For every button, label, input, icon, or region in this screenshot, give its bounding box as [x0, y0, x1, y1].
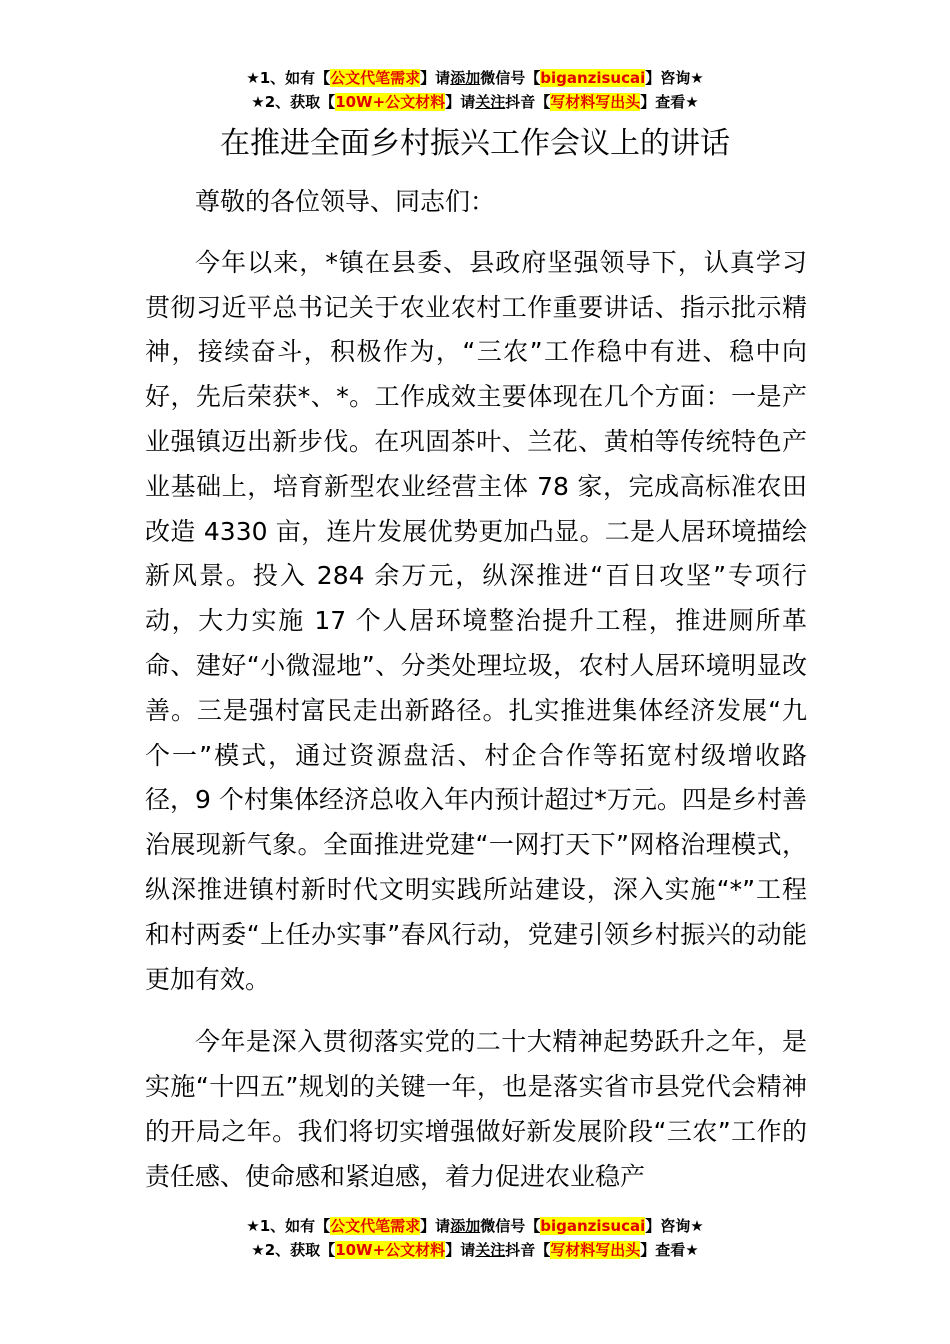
promo-underline: 关注: [475, 1241, 506, 1259]
promo-text: 】请: [420, 1217, 451, 1235]
promo-highlight: 公文代笔需求: [330, 69, 421, 87]
promo-text: 】查看★: [640, 1241, 699, 1259]
promo-text: 抖音【: [505, 1241, 551, 1259]
promo-line-1: [0, 1214, 950, 1238]
promo-line-1: [0, 66, 950, 90]
promo-highlight: 10W+公文材料: [335, 93, 446, 111]
promo-highlight: 10W+公文材料: [335, 1241, 446, 1259]
promo-text: ★2、获取【: [251, 93, 336, 111]
promo-banner-bottom: [0, 1214, 950, 1262]
promo-highlight: 写材料写出头: [550, 1241, 641, 1259]
salutation: 尊敬的各位领导、同志们：: [195, 187, 496, 216]
promo-banner-top: [0, 66, 950, 114]
promo-underline: 关注: [475, 93, 506, 111]
promo-text: 】请: [445, 93, 476, 111]
promo-underline: 添加: [450, 69, 481, 87]
document-title: 在推进全面乡村振兴工作会议上的讲话: [220, 126, 730, 161]
promo-line-2: [0, 1238, 950, 1262]
promo-text: 】请: [420, 69, 451, 87]
promo-highlight: 公文代笔需求: [330, 1217, 421, 1235]
promo-text: ★2、获取【: [251, 1241, 336, 1259]
paragraph: 今年以来，*镇在县委、县政府坚强领导下，认真学习贯彻习近平总书记关于农业农村工作重要讲话、指示批示精神，接续奋斗，积极作为，“三农”工作稳中有进、稳中向好，先后荣获*、*。工作成效主要体现在几个方面：一是产业强镇迈出新步伐。在巩固茶叶、兰花、黄柏等传统特色产业基础上，培育新型农业经营主体 78 家，完成高标准农田改造 4330 亩，连片发展优势更加凸显。二是人居环境描绘新风景。投入 284 余万元，纵深推进“百日攻坚”专项行动，大力实施 17 个人居环境整治提升工程，推进厕所革命、建好“小微湿地”、分类处理垃圾，农村人居环境明显改善。三是强村富民走出新路径。扎实推进集体经济发展“九个一”模式，通过资源盘活、村企合作等拓宽村级增收路径，9 个村集体经济总收入年内预计超过*万元。四是乡村善治展现新气象。全面推进党建“一网打天下”网格治理模式，纵深推进镇村新时代文明实践所站建设，深入实施“*”工程和村两委“上任办实事”春风行动，党建引领乡村振兴的动能更加有效。: [145, 247, 807, 994]
promo-text: 】咨询★: [645, 69, 704, 87]
promo-highlight: 写材料写出头: [550, 93, 641, 111]
paragraph: 今年是深入贯彻落实党的二十大精神起势跃升之年，是实施“十四五”规划的关键一年，也是落实省市县党代会精神的开局之年。我们将切实增强做好新发展阶段“三农”工作的责任感、使命感和紧迫感，着力促进农业稳产: [145, 1027, 807, 1191]
promo-text: ★1、如有【: [246, 69, 331, 87]
promo-text: ★1、如有【: [246, 1217, 331, 1235]
promo-text: 】查看★: [640, 93, 699, 111]
promo-text: 】请: [445, 1241, 476, 1259]
promo-text: 抖音【: [505, 93, 551, 111]
promo-text: 微信号【: [480, 69, 541, 87]
promo-text: 微信号【: [480, 1217, 541, 1235]
promo-highlight: biganzisucai: [540, 1217, 646, 1235]
promo-line-2: [0, 90, 950, 114]
promo-text: 】咨询★: [645, 1217, 704, 1235]
promo-highlight: biganzisucai: [540, 69, 646, 87]
promo-underline: 添加: [450, 1217, 481, 1235]
document-body: [145, 180, 807, 1218]
